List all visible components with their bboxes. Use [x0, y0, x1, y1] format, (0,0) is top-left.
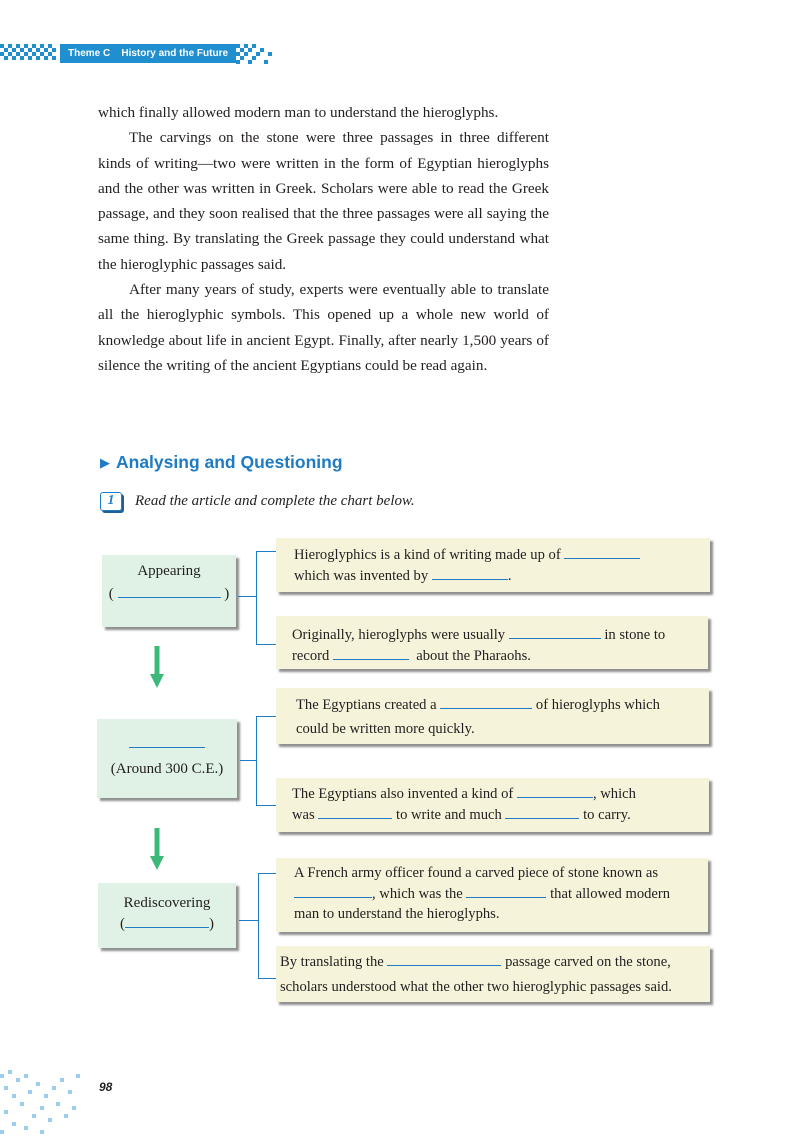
answer-blank[interactable]: [125, 913, 209, 928]
article-text: [98, 100, 549, 378]
footer-pixel-decoration: [0, 1066, 90, 1138]
down-arrow-icon: [150, 828, 164, 870]
answer-blank[interactable]: [564, 544, 640, 559]
connector-line: [238, 596, 256, 597]
chart-box-5: A French army officer found a carved piece of stone known as , which was the that allowed modern man to understand the hieroglyphs.: [276, 858, 708, 932]
stage-rediscovering: Rediscovering ( ): [98, 883, 236, 948]
stage-rediscovering-label: Rediscovering: [123, 895, 211, 911]
paragraph-3: After many years of study, experts were eventually able to translate all the hieroglyphic symbols. This opened up a whole new world of knowledge about life in ancient Egypt. Finally, after nearly 1,500 years of silence the writing of the ancient Egyptians could be read again.: [98, 281, 549, 374]
stage-appearing: Appearing ( ): [102, 555, 236, 627]
answer-blank[interactable]: [387, 951, 501, 966]
answer-blank[interactable]: [333, 645, 409, 660]
section-title: ▶ Analysing and Questioning: [100, 452, 343, 472]
answer-blank[interactable]: [440, 694, 532, 709]
connector-bracket: [256, 716, 277, 806]
answer-blank[interactable]: [505, 804, 579, 819]
instruction-text: Read the article and complete the chart below.: [135, 493, 415, 509]
answer-blank[interactable]: [294, 883, 372, 898]
answer-blank[interactable]: [129, 733, 205, 748]
answer-blank[interactable]: [318, 804, 392, 819]
answer-blank[interactable]: [509, 624, 601, 639]
paragraph-2: The carvings on the stone were three passages in three different kinds of writing—two were written in the form of Egyptian hieroglyphs and the other was written in Greek. Scholars were able to read the Greek passage, and they soon realised that the three passages were all saying the same thing. By translating the Greek passage they could understand what the hieroglyphic passages said.: [98, 129, 549, 273]
header-pixel-decoration-right: [236, 44, 276, 68]
page-number: 98: [99, 1080, 113, 1094]
theme-header-tab: Theme C History and the Future: [60, 44, 236, 63]
chart-box-4: The Egyptians also invented a kind of , which was to write and much to carry.: [276, 778, 709, 832]
chart-box-1: Hieroglyphics is a kind of writing made up of which was invented by .: [276, 538, 710, 592]
chart-box-3: The Egyptians created a of hieroglyphs which could be written more quickly.: [276, 688, 709, 744]
triangle-icon: ▶: [100, 455, 110, 470]
answer-blank[interactable]: [118, 583, 221, 598]
header-pixel-decoration: [0, 40, 64, 66]
chart-box-6: By translating the passage carved on the stone, scholars understood what the other two hieroglyphic passages said.: [276, 946, 710, 1002]
paragraph-1: which finally allowed modern man to understand the hieroglyphs.: [98, 104, 499, 121]
stage-appearing-label: Appearing: [137, 563, 201, 579]
connector-line: [240, 760, 256, 761]
chart-box-2: Originally, hieroglyphs were usually in stone to record about the Pharaohs.: [276, 616, 708, 669]
question-number-badge: 1: [100, 492, 122, 511]
answer-blank[interactable]: [466, 883, 546, 898]
connector-bracket: [256, 551, 277, 645]
connector-line: [239, 920, 258, 921]
stage-developing-label: (Around 300 C.E.): [110, 761, 224, 777]
answer-blank[interactable]: [517, 783, 593, 798]
connector-bracket: [258, 873, 277, 979]
down-arrow-icon: [150, 646, 164, 688]
answer-blank[interactable]: [432, 565, 508, 580]
stage-developing: [97, 719, 237, 798]
